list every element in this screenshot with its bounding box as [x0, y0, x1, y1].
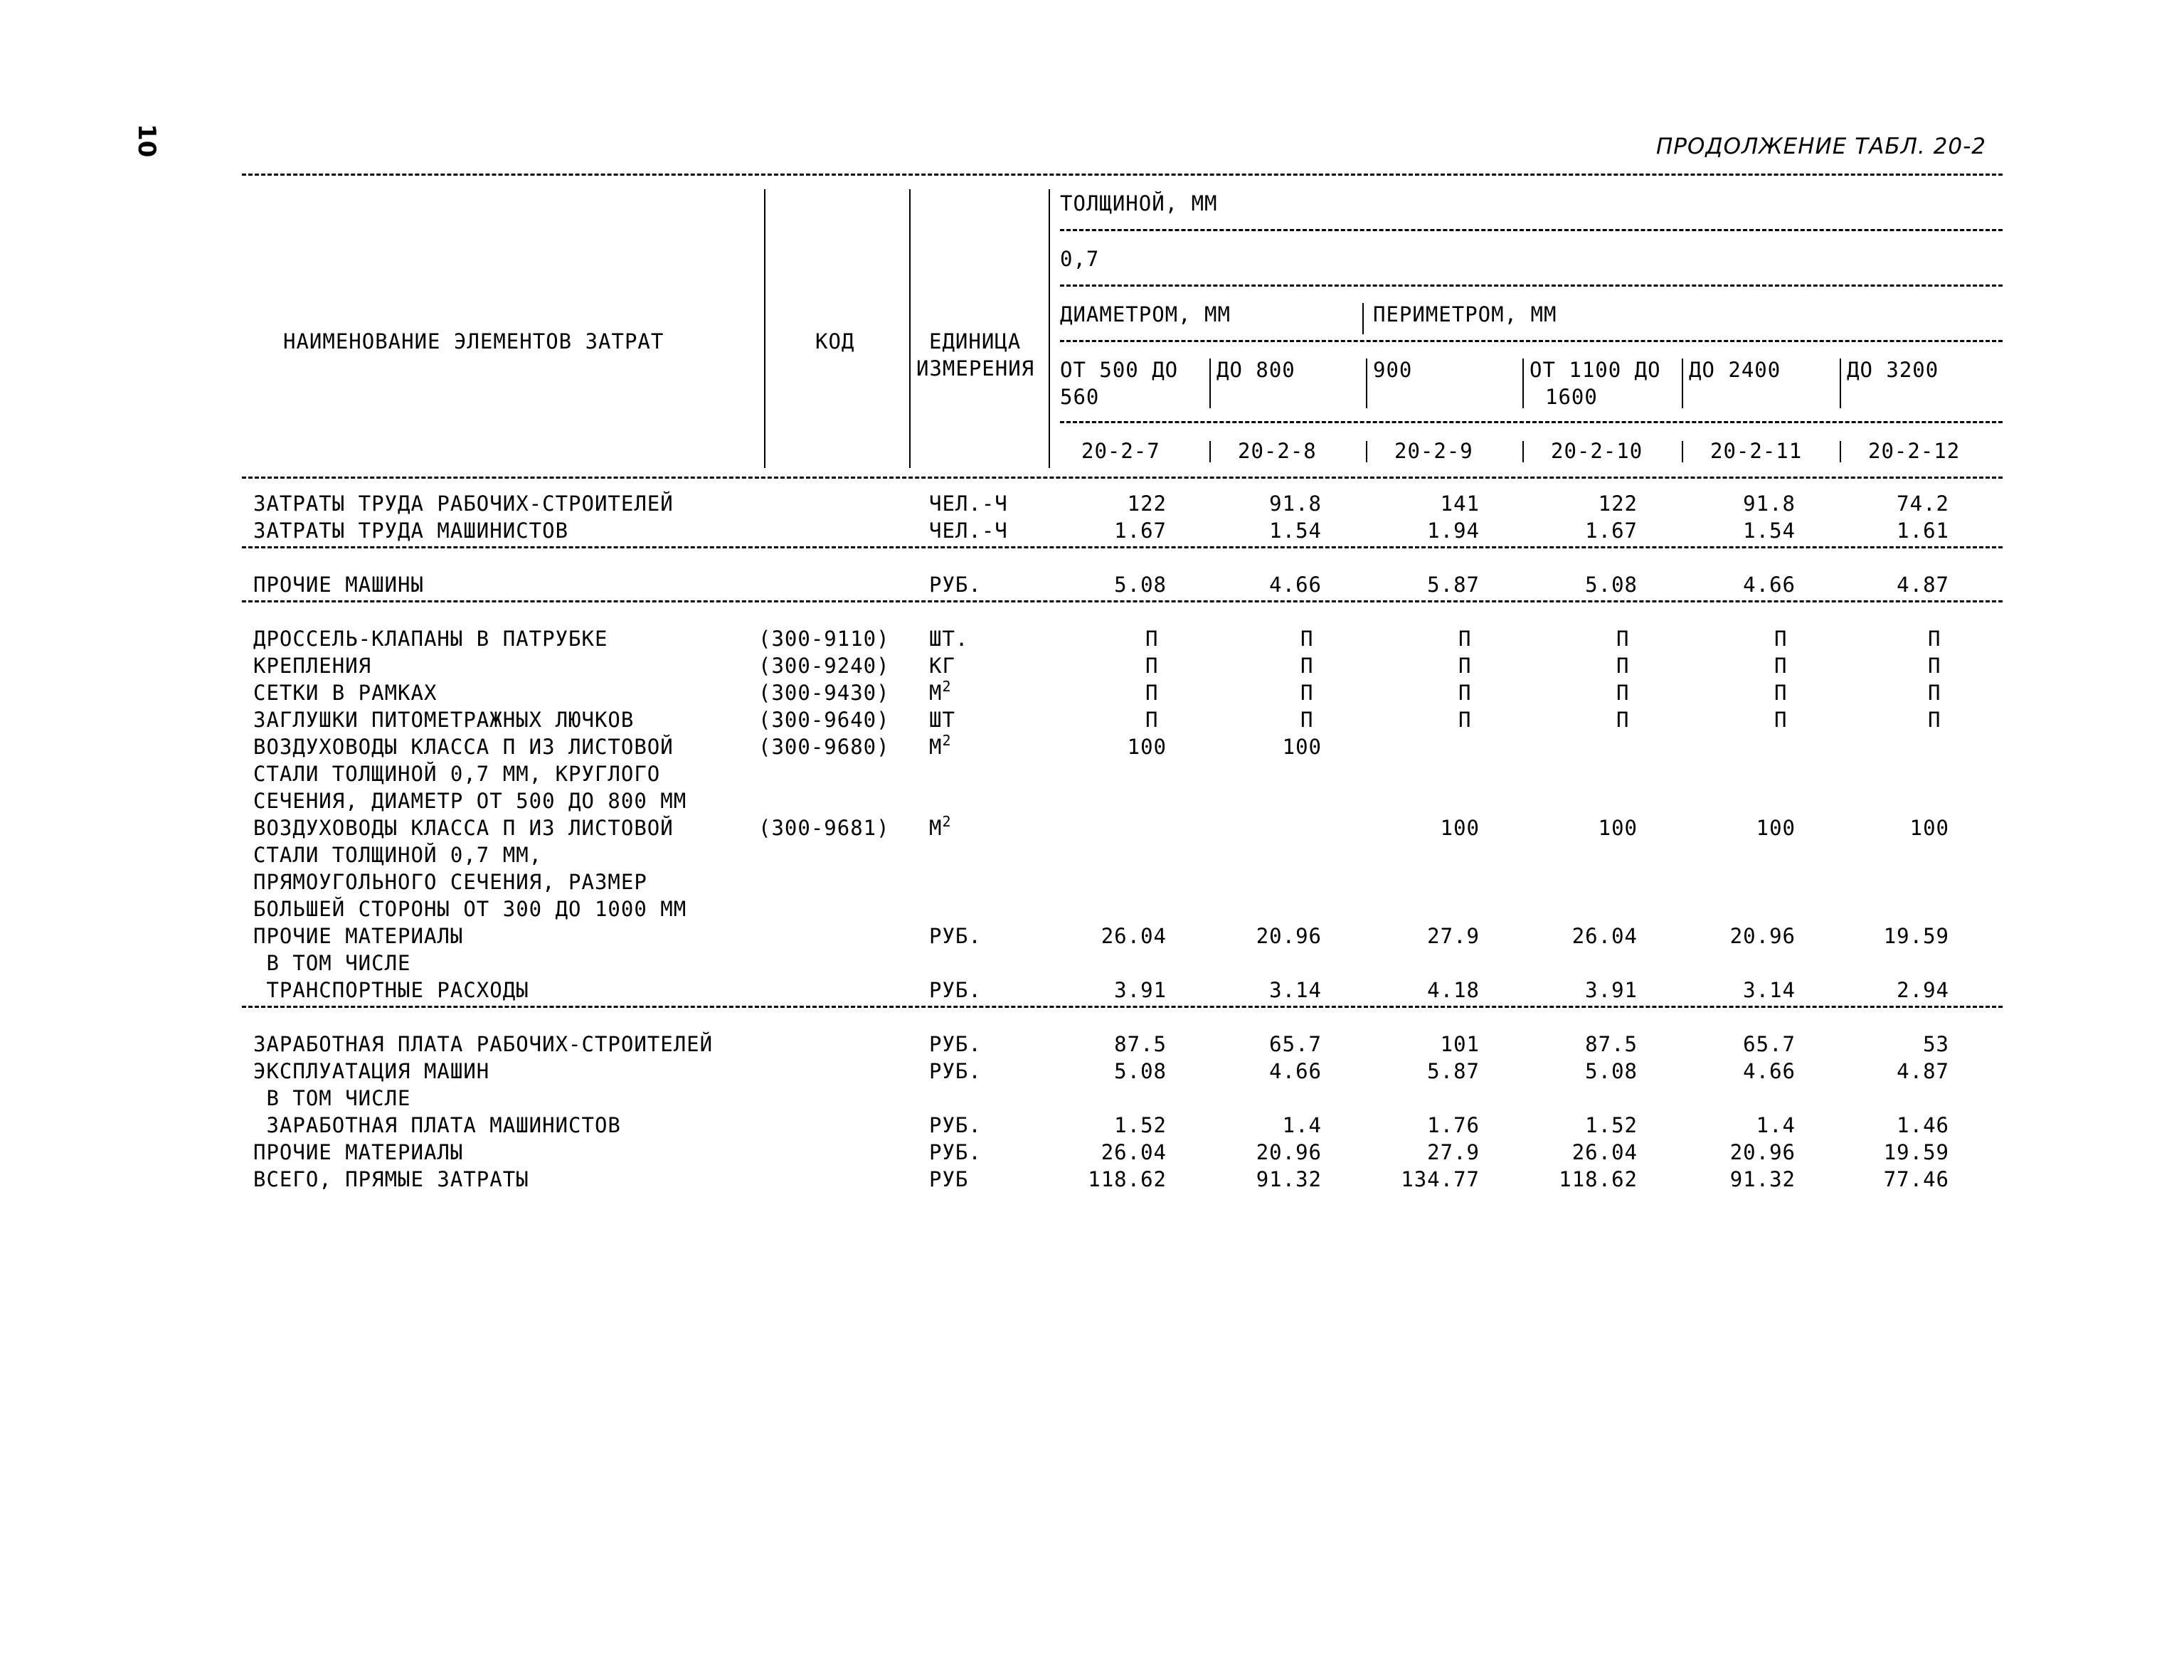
value-cell: П — [1300, 681, 1314, 705]
table-continuation-caption: ПРОДОЛЖЕНИЕ ТАБЛ. 20-2 — [1655, 134, 1986, 159]
value-cell: 1.52 — [1585, 1113, 1638, 1137]
value-cell: П — [1616, 708, 1630, 732]
value-cell: 100 — [1127, 735, 1167, 759]
resource-code: (300-9681) — [758, 816, 890, 840]
value-cell: П — [1928, 654, 1941, 678]
value-cell: 141 — [1440, 491, 1480, 516]
unit-text: М — [929, 735, 943, 759]
value-cell: 122 — [1127, 491, 1167, 516]
unit-of-measure — [929, 1166, 968, 1192]
value-cell: 91.8 — [1269, 491, 1322, 516]
value-cell: 26.04 — [1571, 924, 1638, 948]
cost-element-name: ПРОЧИЕ МАТЕРИАЛЫ — [253, 924, 464, 948]
value-cell: 53 — [1923, 1032, 1949, 1056]
value-cell: П — [1458, 627, 1472, 651]
value-cell: 20.96 — [1256, 1140, 1322, 1164]
unit-of-measure — [929, 626, 968, 652]
unit-text: М — [929, 681, 943, 705]
value-cell: 1.61 — [1897, 519, 1949, 543]
value-cell: 74.2 — [1897, 491, 1949, 516]
header-range-line1: ОТ 1100 ДО — [1530, 358, 1661, 382]
value-cell: 19.59 — [1883, 1140, 1949, 1164]
header-separator-unit-values — [1049, 189, 1050, 468]
value-cell: 4.18 — [1427, 978, 1480, 1002]
unit-of-measure — [929, 707, 955, 733]
value-cell: 87.5 — [1114, 1032, 1167, 1056]
value-cell: 65.7 — [1269, 1032, 1322, 1056]
value-cell: 3.91 — [1585, 978, 1638, 1002]
value-cell: 1.94 — [1427, 519, 1480, 543]
unit-text: РУБ. — [929, 1059, 982, 1083]
column-code: 20-2-10 — [1551, 439, 1643, 463]
value-cell: 4.87 — [1897, 573, 1949, 597]
unit-of-measure — [929, 1112, 982, 1138]
cost-element-name: ТРАНСПОРТНЫЕ РАСХОДЫ — [253, 978, 529, 1002]
cost-element-name: КРЕПЛЕНИЯ — [253, 654, 372, 678]
value-cell: 87.5 — [1585, 1032, 1638, 1056]
value-cell: П — [1928, 627, 1941, 651]
column-code-separator — [1366, 441, 1367, 462]
header-separator-diameter-perimeter — [1362, 303, 1364, 334]
value-cell: 5.08 — [1585, 1059, 1638, 1083]
value-cell: П — [1616, 627, 1630, 651]
value-cell: 1.4 — [1756, 1113, 1796, 1137]
unit-text: ЧЕЛ.-Ч — [929, 519, 1008, 543]
unit-of-measure — [929, 1058, 982, 1084]
header-bottom-rule — [242, 477, 2003, 479]
header-code-column: КОД — [815, 329, 855, 353]
value-cell: 1.67 — [1585, 519, 1638, 543]
value-cell: 20.96 — [1256, 924, 1322, 948]
value-cell: 3.14 — [1269, 978, 1322, 1002]
value-cell: П — [1458, 681, 1472, 705]
value-cell: П — [1774, 708, 1788, 732]
header-sub-rule-1 — [1060, 229, 2003, 231]
value-cell: П — [1300, 708, 1314, 732]
value-cell: 118.62 — [1088, 1167, 1167, 1191]
value-cell: П — [1774, 627, 1788, 651]
unit-text: РУБ — [929, 1167, 969, 1191]
value-cell: 1.52 — [1114, 1113, 1167, 1137]
unit-of-measure — [929, 572, 982, 597]
value-cell: П — [1145, 708, 1159, 732]
header-range-line1: ДО 2400 — [1689, 358, 1781, 382]
value-cell: 134.77 — [1401, 1167, 1480, 1191]
value-cell: 100 — [1440, 816, 1480, 840]
cost-element-name: ЗАРАБОТНАЯ ПЛАТА РАБОЧИХ-СТРОИТЕЛЕЙ — [253, 1032, 714, 1056]
cost-element-name: ПРОЧИЕ МАТЕРИАЛЫ — [253, 1140, 464, 1164]
value-cell: П — [1458, 654, 1472, 678]
value-cell: П — [1145, 654, 1159, 678]
column-code: 20-2-7 — [1081, 439, 1160, 463]
cost-element-name: ВСЕГО, ПРЯМЫЕ ЗАТРАТЫ — [253, 1167, 529, 1191]
unit-text: РУБ. — [929, 573, 982, 597]
value-cell: П — [1145, 627, 1159, 651]
value-cell: 1.67 — [1114, 519, 1167, 543]
column-code: 20-2-12 — [1868, 439, 1961, 463]
cost-element-name: СЕЧЕНИЯ, ДИАМЕТР ОТ 500 ДО 800 ММ — [253, 789, 687, 813]
value-cell: 4.66 — [1743, 1059, 1796, 1083]
cost-element-name: ЗАГЛУШКИ ПИТОМЕТРАЖНЫХ ЛЮЧКОВ — [253, 708, 635, 732]
value-cell: 1.54 — [1269, 519, 1322, 543]
header-name-column: НАИМЕНОВАНИЕ ЭЛЕМЕНТОВ ЗАТРАТ — [283, 329, 664, 353]
value-cell: 100 — [1909, 816, 1949, 840]
value-cell: 101 — [1440, 1032, 1480, 1056]
unit-text: М — [929, 816, 943, 840]
header-diameter: ДИАМЕТРОМ, ММ — [1060, 302, 1231, 326]
column-code: 20-2-11 — [1710, 439, 1803, 463]
value-cell: 26.04 — [1101, 1140, 1167, 1164]
value-cell: 118.62 — [1559, 1167, 1638, 1191]
header-range-line1: ДО 800 — [1216, 358, 1295, 382]
value-cell: 100 — [1282, 735, 1322, 759]
header-sub-rule-3 — [1060, 340, 2003, 342]
unit-of-measure — [929, 734, 952, 760]
value-cell: 26.04 — [1101, 924, 1167, 948]
value-cell: П — [1300, 654, 1314, 678]
value-cell: 65.7 — [1743, 1032, 1796, 1056]
cost-element-name: ВОЗДУХОВОДЫ КЛАССА П ИЗ ЛИСТОВОЙ — [253, 735, 674, 759]
table-top-rule — [242, 174, 2003, 176]
header-range-line1: ОТ 500 ДО — [1060, 358, 1179, 382]
cost-element-name: ЗАТРАТЫ ТРУДА МАШИНИСТОВ — [253, 519, 569, 543]
value-cell: 5.08 — [1585, 573, 1638, 597]
value-cell: П — [1928, 708, 1941, 732]
header-unit-column-line2: ИЗМЕРЕНИЯ — [916, 356, 1035, 381]
unit-text: РУБ. — [929, 978, 982, 1002]
header-sub-rule-4 — [1060, 421, 2003, 423]
resource-code: (300-9240) — [758, 654, 890, 678]
unit-of-measure — [929, 491, 1008, 516]
header-range-separator — [1366, 358, 1367, 408]
header-sub-rule-2 — [1060, 285, 2003, 287]
value-cell: 20.96 — [1729, 924, 1796, 948]
value-cell: 5.08 — [1114, 573, 1167, 597]
unit-text: РУБ. — [929, 1032, 982, 1056]
value-cell: 100 — [1598, 816, 1638, 840]
value-cell: П — [1774, 681, 1788, 705]
unit-of-measure — [929, 680, 952, 706]
value-cell: 5.87 — [1427, 573, 1480, 597]
column-code-separator — [1522, 441, 1524, 462]
value-cell: 77.46 — [1883, 1167, 1949, 1191]
cost-element-name: ЭКСПЛУАТАЦИЯ МАШИН — [253, 1059, 490, 1083]
cost-element-name: СТАЛИ ТОЛЩИНОЙ 0,7 ММ, — [253, 843, 543, 867]
value-cell: П — [1616, 654, 1630, 678]
value-cell: 2.94 — [1897, 978, 1949, 1002]
column-code-separator — [1209, 441, 1211, 462]
value-cell: 4.66 — [1269, 573, 1322, 597]
value-cell: 5.87 — [1427, 1059, 1480, 1083]
header-thickness-value: 0,7 — [1060, 247, 1100, 271]
value-cell: 4.87 — [1897, 1059, 1949, 1083]
unit-of-measure — [929, 518, 1008, 543]
header-unit-column-line1: ЕДИНИЦА — [929, 329, 1022, 353]
unit-text: ШТ — [929, 708, 955, 732]
unit-superscript: 2 — [942, 732, 952, 749]
cost-element-name: БОЛЬШЕЙ СТОРОНЫ ОТ 300 ДО 1000 ММ — [253, 897, 687, 921]
value-cell: 122 — [1598, 491, 1638, 516]
value-cell: 19.59 — [1883, 924, 1949, 948]
value-cell: 4.66 — [1269, 1059, 1322, 1083]
unit-text: РУБ. — [929, 924, 982, 948]
column-code: 20-2-9 — [1394, 439, 1473, 463]
unit-of-measure — [929, 815, 952, 841]
value-cell: 27.9 — [1427, 924, 1480, 948]
value-cell: 1.4 — [1282, 1113, 1322, 1137]
cost-element-name: В ТОМ ЧИСЛЕ — [253, 1086, 411, 1110]
value-cell: 4.66 — [1743, 573, 1796, 597]
cost-element-name: СЕТКИ В РАМКАХ — [253, 681, 438, 705]
unit-of-measure — [929, 653, 955, 679]
value-cell: 91.8 — [1743, 491, 1796, 516]
value-cell: 3.14 — [1743, 978, 1796, 1002]
value-cell: 5.08 — [1114, 1059, 1167, 1083]
cost-element-name: ПРЯМОУГОЛЬНОГО СЕЧЕНИЯ, РАЗМЕР — [253, 870, 647, 894]
cost-element-name: ПРОЧИЕ МАШИНЫ — [253, 573, 424, 597]
header-range-separator — [1682, 358, 1683, 408]
value-cell: П — [1145, 681, 1159, 705]
value-cell: 91.32 — [1729, 1167, 1796, 1191]
unit-of-measure — [929, 923, 982, 949]
header-separator-code-unit — [909, 189, 911, 468]
header-separator-name-code — [764, 189, 765, 468]
column-code: 20-2-8 — [1238, 439, 1317, 463]
unit-text: ЧЕЛ.-Ч — [929, 491, 1008, 516]
value-cell: П — [1928, 681, 1941, 705]
cost-element-name: ЗАТРАТЫ ТРУДА РАБОЧИХ-СТРОИТЕЛЕЙ — [253, 491, 674, 516]
resource-code: (300-9110) — [758, 627, 890, 651]
unit-of-measure — [929, 1139, 982, 1165]
unit-of-measure — [929, 1031, 982, 1057]
unit-superscript: 2 — [942, 678, 952, 695]
resource-code: (300-9640) — [758, 708, 890, 732]
section-divider — [242, 1006, 2003, 1008]
section-divider — [242, 600, 2003, 602]
value-cell: 1.54 — [1743, 519, 1796, 543]
header-range-separator — [1209, 358, 1211, 408]
value-cell: П — [1300, 627, 1314, 651]
unit-of-measure — [929, 977, 982, 1003]
unit-text: КГ — [929, 654, 955, 678]
header-range-line1: ДО 3200 — [1847, 358, 1939, 382]
value-cell: 3.91 — [1114, 978, 1167, 1002]
cost-element-name: ДРОССЕЛЬ-КЛАПАНЫ В ПАТРУБКЕ — [253, 627, 608, 651]
header-range-separator — [1840, 358, 1841, 408]
unit-text: ШТ. — [929, 627, 969, 651]
value-cell: 1.46 — [1897, 1113, 1949, 1137]
resource-code: (300-9680) — [758, 735, 890, 759]
header-perimeter: ПЕРИМЕТРОМ, ММ — [1373, 302, 1557, 326]
section-divider — [242, 546, 2003, 548]
header-range-separator — [1522, 358, 1524, 408]
value-cell: 26.04 — [1571, 1140, 1638, 1164]
value-cell: П — [1616, 681, 1630, 705]
cost-element-name: ЗАРАБОТНАЯ ПЛАТА МАШИНИСТОВ — [253, 1113, 621, 1137]
value-cell: 27.9 — [1427, 1140, 1480, 1164]
header-range-line1: 900 — [1373, 358, 1413, 382]
value-cell: 20.96 — [1729, 1140, 1796, 1164]
unit-text: РУБ. — [929, 1113, 982, 1137]
value-cell: П — [1458, 708, 1472, 732]
column-code-separator — [1840, 441, 1841, 462]
resource-code: (300-9430) — [758, 681, 890, 705]
value-cell: П — [1774, 654, 1788, 678]
value-cell: 91.32 — [1256, 1167, 1322, 1191]
value-cell: 100 — [1756, 816, 1796, 840]
column-code-separator — [1682, 441, 1683, 462]
page-number: 10 — [132, 124, 161, 158]
header-range-line2: 1600 — [1545, 385, 1598, 409]
cost-element-name: СТАЛИ ТОЛЩИНОЙ 0,7 ММ, КРУГЛОГО — [253, 762, 661, 786]
header-range-line2: 560 — [1060, 385, 1100, 409]
cost-element-name: ВОЗДУХОВОДЫ КЛАССА П ИЗ ЛИСТОВОЙ — [253, 816, 674, 840]
header-thickness: ТОЛЩИНОЙ, ММ — [1060, 191, 1218, 216]
unit-superscript: 2 — [942, 813, 952, 830]
value-cell: 1.76 — [1427, 1113, 1480, 1137]
cost-element-name: В ТОМ ЧИСЛЕ — [253, 951, 411, 975]
unit-text: РУБ. — [929, 1140, 982, 1164]
